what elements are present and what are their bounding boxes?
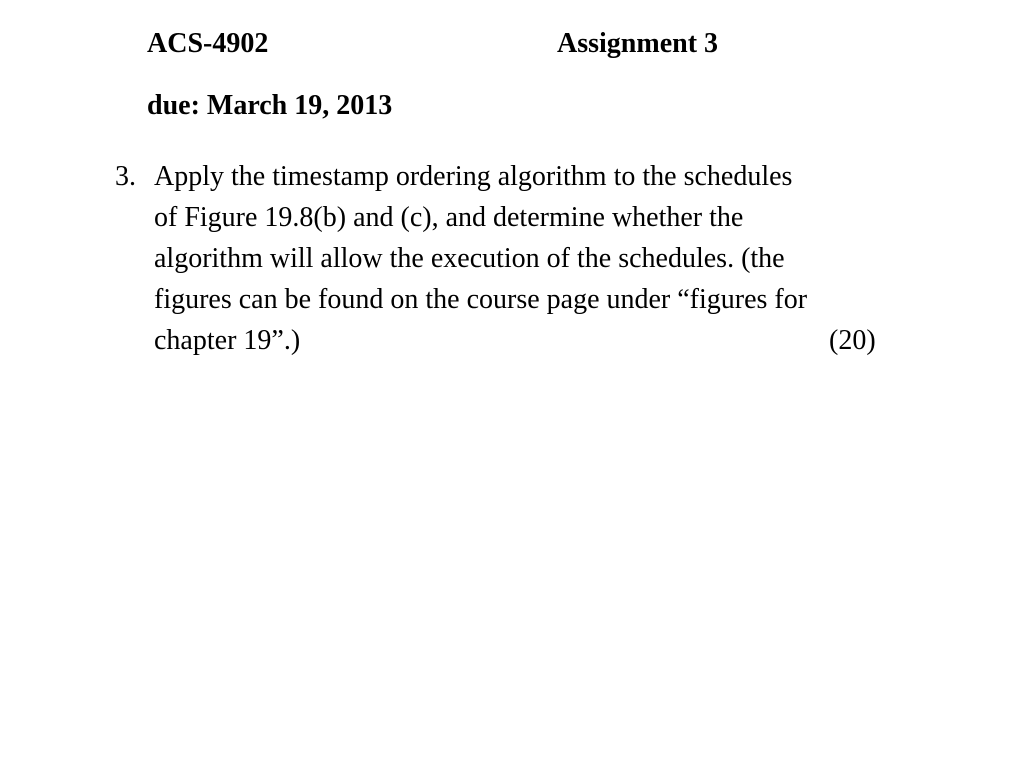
due-date: due: March 19, 2013 — [147, 90, 393, 121]
course-code: ACS-4902 — [147, 28, 269, 59]
question-line: algorithm will allow the execution of the schedules. (the — [154, 243, 785, 274]
question-text — [154, 156, 974, 361]
question-line: chapter 19”.) — [154, 325, 301, 356]
question-number: 3. — [115, 161, 136, 192]
question-line: figures can be found on the course page under “figures for — [154, 284, 808, 315]
question-line: Apply the timestamp ordering algorithm to the schedules — [154, 161, 793, 192]
question-points: (20) — [829, 325, 876, 356]
question-line: of Figure 19.8(b) and (c), and determine whether the — [154, 202, 744, 233]
assignment-title: Assignment 3 — [557, 28, 719, 59]
question-last-line — [154, 320, 974, 361]
